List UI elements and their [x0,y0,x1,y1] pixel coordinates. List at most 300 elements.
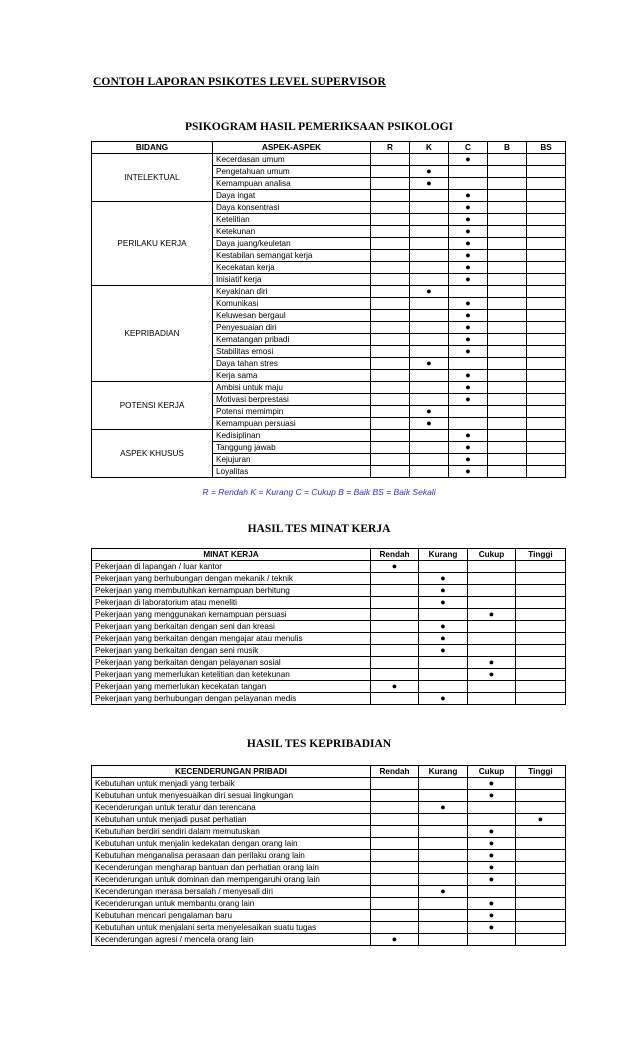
level-cell-k [410,178,449,190]
level-cell-cukup [468,645,516,657]
level-cell-cukup [468,669,516,681]
aspek-label: Komunikasi [213,298,371,310]
header-cell: Cukup [468,766,516,778]
table-row [92,898,566,910]
aspek-label: Kematangan pribadi [213,334,371,346]
minat-table [91,548,566,705]
level-cell-r [371,406,410,418]
level-cell-b [488,454,527,466]
level-cell-c [449,310,488,322]
mark-dot: ● [465,238,471,248]
level-cell-bs [527,154,566,166]
row-label: Pekerjaan yang memerlukan ketelitian dan ketekunan [92,669,371,681]
level-cell-c [449,358,488,370]
level-cell-k [410,250,449,262]
mark-dot: ● [488,669,495,679]
level-cell-bs [527,382,566,394]
table-row [92,573,566,585]
level-cell-c [449,154,488,166]
mark-dot: ● [391,681,398,691]
level-cell-bs [527,226,566,238]
aspek-label: Kecerdasan umum [213,154,371,166]
level-cell-bs [527,202,566,214]
level-cell-bs [527,406,566,418]
level-cell-tinggi [516,585,566,597]
level-cell-tinggi [516,886,566,898]
level-cell-b [488,382,527,394]
level-cell-k [410,154,449,166]
level-cell-bs [527,466,566,478]
level-cell-cukup [468,790,516,802]
level-cell-tinggi [516,561,566,573]
level-cell-cukup [468,561,516,573]
mark-dot: ● [440,621,446,631]
mark-dot: ● [488,910,495,920]
level-cell-rendah [371,597,419,609]
kepribadian-header-row [92,766,566,778]
table-row [92,621,566,633]
level-cell-k [410,322,449,334]
level-cell-r [371,442,410,454]
level-cell-r [371,178,410,190]
level-cell-kurang [419,561,468,573]
mark-dot: ● [465,430,471,440]
level-cell-tinggi [516,609,566,621]
kepribadian-table [91,765,566,946]
table-row [92,609,566,621]
level-cell-k [410,166,449,178]
header-cell: Tinggi [516,766,566,778]
mark-dot: ● [465,202,471,212]
mark-dot: ● [465,154,471,164]
level-cell-kurang [419,910,468,922]
aspek-label: Tanggung jawab [213,442,371,454]
aspek-label: Kerja sama [213,370,371,382]
level-cell-r [371,214,410,226]
level-cell-kurang [419,621,468,633]
level-cell-rendah [371,693,419,705]
level-cell-rendah [371,898,419,910]
level-cell-b [488,166,527,178]
aspek-label: Penyesuaian diri [213,322,371,334]
level-cell-k [410,274,449,286]
row-label: Kebutuhan menganalisa perasaan dan perilaku orang lain [92,850,371,862]
level-cell-b [488,418,527,430]
level-cell-kurang [419,802,468,814]
level-cell-c [449,226,488,238]
level-cell-bs [527,322,566,334]
aspek-label: Potensi memimpin [213,406,371,418]
header-cell: R [371,142,410,154]
level-cell-cukup [468,597,516,609]
level-cell-k [410,466,449,478]
mark-dot: ● [440,597,446,607]
aspek-label: Motivasi berprestasi [213,394,371,406]
level-cell-r [371,166,410,178]
table-row [92,382,566,394]
level-cell-rendah [371,850,419,862]
level-cell-b [488,322,527,334]
mark-dot: ● [426,418,432,428]
level-cell-rendah [371,790,419,802]
level-cell-kurang [419,838,468,850]
level-cell-k [410,382,449,394]
level-cell-c [449,382,488,394]
table-row [92,910,566,922]
row-label: Kecenderungan untuk teratur dan terencana [92,802,371,814]
level-cell-rendah [371,874,419,886]
mark-dot: ● [465,214,471,224]
level-cell-c [449,454,488,466]
level-cell-k [410,238,449,250]
level-cell-r [371,238,410,250]
header-cell: K [410,142,449,154]
level-cell-tinggi [516,621,566,633]
aspek-label: Loyalitas [213,466,371,478]
level-cell-tinggi [516,645,566,657]
table-row [92,886,566,898]
level-cell-rendah [371,645,419,657]
header-cell: Kurang [419,766,468,778]
level-cell-tinggi [516,838,566,850]
mark-dot: ● [426,178,432,188]
row-label: Pekerjaan yang berkaitan dengan seni musik [92,645,371,657]
level-cell-kurang [419,826,468,838]
level-cell-rendah [371,585,419,597]
level-cell-rendah [371,910,419,922]
level-cell-kurang [419,609,468,621]
aspek-label: Kecekatan kerja [213,262,371,274]
level-cell-k [410,430,449,442]
level-cell-c [449,190,488,202]
level-cell-kurang [419,778,468,790]
mark-dot: ● [426,358,432,368]
table-row [92,154,566,166]
table-row [92,286,566,298]
level-cell-kurang [419,874,468,886]
level-cell-b [488,298,527,310]
level-cell-cukup [468,898,516,910]
level-cell-c [449,370,488,382]
mark-dot: ● [488,922,495,932]
level-cell-tinggi [516,850,566,862]
level-cell-b [488,406,527,418]
level-cell-tinggi [516,778,566,790]
level-cell-r [371,310,410,322]
level-cell-c [449,286,488,298]
level-cell-kurang [419,681,468,693]
level-cell-c [449,334,488,346]
level-cell-b [488,214,527,226]
level-cell-b [488,310,527,322]
table-row [92,645,566,657]
level-cell-bs [527,166,566,178]
level-cell-cukup [468,922,516,934]
level-cell-rendah [371,561,419,573]
level-cell-c [449,466,488,478]
level-cell-kurang [419,669,468,681]
level-cell-r [371,334,410,346]
level-cell-kurang [419,693,468,705]
table-row [92,862,566,874]
level-cell-c [449,442,488,454]
aspek-label: Ketekunan [213,226,371,238]
mark-dot: ● [465,442,471,452]
row-label: Kecenderungan untuk membantu orang lain [92,898,371,910]
level-cell-b [488,334,527,346]
bidang-cell: PERILAKU KERJA [92,202,213,286]
aspek-label: Pengetahuan umum [213,166,371,178]
level-cell-tinggi [516,693,566,705]
table-row [92,838,566,850]
bidang-cell: POTENSI KERJA [92,382,213,430]
level-cell-kurang [419,898,468,910]
row-label: Pekerjaan yang berkaitan dengan mengajar atau menulis [92,633,371,645]
header-cell: KECENDERUNGAN PRIBADI [92,766,371,778]
bidang-cell: ASPEK KHUSUS [92,430,213,478]
aspek-label: Kedisiplinan [213,430,371,442]
level-cell-kurang [419,850,468,862]
table-row [92,633,566,645]
mark-dot: ● [465,382,471,392]
level-cell-rendah [371,573,419,585]
level-cell-kurang [419,585,468,597]
level-cell-cukup [468,886,516,898]
level-cell-tinggi [516,898,566,910]
level-cell-c [449,394,488,406]
header-cell: Tinggi [516,549,566,561]
level-cell-cukup [468,802,516,814]
level-cell-rendah [371,633,419,645]
level-cell-rendah [371,886,419,898]
level-cell-r [371,250,410,262]
level-cell-r [371,358,410,370]
level-cell-tinggi [516,862,566,874]
level-cell-r [371,226,410,238]
row-label: Pekerjaan di lapangan / luar kantor [92,561,371,573]
level-cell-bs [527,250,566,262]
aspek-label: Ambisi untuk maju [213,382,371,394]
mark-dot: ● [440,886,446,896]
level-cell-r [371,286,410,298]
mark-dot: ● [465,262,471,272]
mark-dot: ● [488,862,495,872]
level-cell-c [449,202,488,214]
level-cell-tinggi [516,573,566,585]
psikogram-table [91,141,566,478]
table-row [92,790,566,802]
level-cell-b [488,238,527,250]
level-cell-rendah [371,681,419,693]
row-label: Kebutuhan berdiri sendiri dalam memutuskan [92,826,371,838]
level-cell-cukup [468,874,516,886]
level-cell-rendah [371,621,419,633]
level-cell-kurang [419,597,468,609]
level-cell-bs [527,334,566,346]
level-cell-rendah [371,838,419,850]
mark-dot: ● [488,826,495,836]
level-cell-bs [527,442,566,454]
level-cell-r [371,190,410,202]
level-cell-rendah [371,778,419,790]
level-cell-rendah [371,802,419,814]
level-cell-r [371,262,410,274]
level-cell-k [410,394,449,406]
level-cell-r [371,298,410,310]
level-cell-c [449,406,488,418]
header-cell: C [449,142,488,154]
level-cell-c [449,418,488,430]
level-cell-k [410,226,449,238]
level-cell-kurang [419,922,468,934]
level-cell-tinggi [516,790,566,802]
aspek-label: Stabilitas emosi [213,346,371,358]
mark-dot: ● [465,274,471,284]
level-cell-tinggi [516,669,566,681]
level-cell-kurang [419,790,468,802]
table-row [92,669,566,681]
level-cell-c [449,430,488,442]
level-cell-b [488,262,527,274]
aspek-label: Ketelitian [213,214,371,226]
level-cell-b [488,346,527,358]
level-cell-b [488,430,527,442]
level-cell-bs [527,346,566,358]
mark-dot: ● [488,657,495,667]
level-cell-bs [527,286,566,298]
level-cell-bs [527,454,566,466]
table-row [92,778,566,790]
mark-dot: ● [426,166,432,176]
row-label: Pekerjaan yang membutuhkan kemampuan berhitung [92,585,371,597]
level-cell-b [488,178,527,190]
level-cell-cukup [468,681,516,693]
level-cell-bs [527,298,566,310]
level-cell-kurang [419,633,468,645]
level-cell-tinggi [516,814,566,826]
level-cell-cukup [468,585,516,597]
level-cell-r [371,418,410,430]
level-cell-cukup [468,838,516,850]
mark-dot: ● [440,645,446,655]
level-cell-c [449,238,488,250]
level-cell-b [488,466,527,478]
level-cell-k [410,370,449,382]
level-cell-cukup [468,621,516,633]
level-cell-cukup [468,826,516,838]
header-cell: ASPEK-ASPEK [213,142,371,154]
mark-dot: ● [488,609,495,619]
level-cell-c [449,322,488,334]
level-cell-cukup [468,693,516,705]
level-cell-rendah [371,826,419,838]
mark-dot: ● [488,838,495,848]
level-cell-cukup [468,609,516,621]
aspek-label: Daya tahan stres [213,358,371,370]
mark-dot: ● [440,802,446,812]
aspek-label: Keluwesan bergaul [213,310,371,322]
level-cell-c [449,250,488,262]
level-cell-tinggi [516,681,566,693]
mark-dot: ● [537,814,544,824]
level-cell-r [371,466,410,478]
level-cell-rendah [371,609,419,621]
table-row [92,585,566,597]
level-cell-k [410,418,449,430]
level-cell-bs [527,394,566,406]
row-label: Kebutuhan untuk menjalin kedekatan dengan orang lain [92,838,371,850]
level-cell-c [449,298,488,310]
row-label: Pekerjaan di laboratorium atau meneliti [92,597,371,609]
level-cell-k [410,454,449,466]
level-cell-tinggi [516,597,566,609]
level-cell-k [410,214,449,226]
level-cell-r [371,370,410,382]
header-cell: BS [527,142,566,154]
row-label: Kebutuhan untuk menjadi pusat perhatian [92,814,371,826]
level-cell-b [488,154,527,166]
level-cell-kurang [419,573,468,585]
level-cell-kurang [419,886,468,898]
level-cell-r [371,322,410,334]
level-cell-rendah [371,934,419,946]
level-cell-c [449,214,488,226]
level-cell-bs [527,178,566,190]
level-cell-cukup [468,633,516,645]
mark-dot: ● [440,573,446,583]
table-row [92,826,566,838]
level-cell-cukup [468,850,516,862]
aspek-label: Daya juang/keuletan [213,238,371,250]
row-label: Kecenderungan merasa bersalah / menyesali diri [92,886,371,898]
row-label: Kebutuhan untuk menjadi yang terbaik [92,778,371,790]
level-cell-r [371,154,410,166]
level-cell-cukup [468,814,516,826]
level-cell-b [488,286,527,298]
mark-dot: ● [391,561,398,571]
row-label: Pekerjaan yang berhubungan dengan pelayanan medis [92,693,371,705]
level-cell-c [449,262,488,274]
mark-dot: ● [488,778,495,788]
level-cell-r [371,430,410,442]
level-cell-cukup [468,573,516,585]
mark-dot: ● [488,790,495,800]
kepribadian-title: HASIL TES KEPRIBADIAN [246,738,392,750]
mark-dot: ● [440,585,446,595]
level-cell-kurang [419,657,468,669]
level-cell-bs [527,310,566,322]
level-cell-tinggi [516,826,566,838]
level-cell-k [410,286,449,298]
minat-header-row [92,549,566,561]
aspek-label: Kemampuan persuasi [213,418,371,430]
table-row [92,814,566,826]
level-cell-cukup [468,778,516,790]
psikogram-legend: R = Rendah K = Kurang C = Cukup B = Baik BS = Baik Sekali [202,487,436,497]
mark-dot: ● [465,250,471,260]
level-cell-tinggi [516,910,566,922]
level-cell-b [488,370,527,382]
level-cell-k [410,310,449,322]
table-row [92,657,566,669]
row-label: Kecenderungan untuk dominan dan mempengaruhi orang lain [92,874,371,886]
mark-dot: ● [465,454,471,464]
mark-dot: ● [426,406,432,416]
header-cell: BIDANG [92,142,213,154]
mark-dot: ● [465,226,471,236]
table-row [92,430,566,442]
table-row [92,922,566,934]
